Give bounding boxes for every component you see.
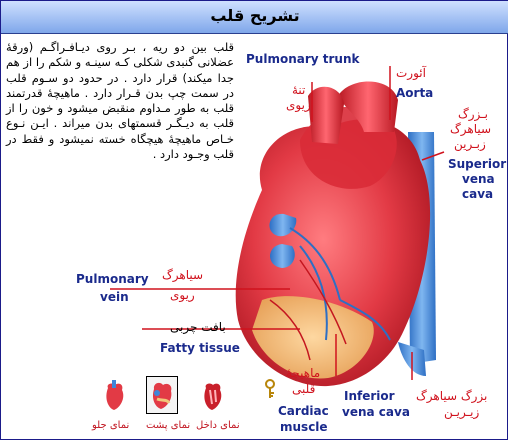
label-pulmonary-vein-fa-1: سیاهرگ (162, 268, 204, 282)
label-aorta-en: Aorta (396, 86, 434, 100)
label-ivc-en-2: vena cava (342, 405, 410, 419)
caption-inside-view[interactable]: نمای داخل (196, 420, 240, 431)
label-svc-en-1: Superior (448, 157, 507, 171)
label-ivc-fa-1: بزرگ سیاهرگ (416, 389, 488, 403)
label-fatty-tissue-en: Fatty tissue (160, 341, 240, 355)
caption-front-view[interactable]: نمای جلو (92, 420, 130, 431)
label-svc-fa-3: زبـرین (454, 137, 486, 151)
label-cardiac-muscle-fa-2: قلبی (292, 382, 316, 396)
label-svc-en-2: vena (462, 172, 495, 186)
label-cardiac-muscle-fa-1: ماهیچهٔ (286, 366, 321, 380)
label-ivc-fa-2: زیـریـن (444, 405, 480, 419)
thumb-front-view[interactable] (100, 378, 130, 414)
label-pulmonary-trunk-fa-1: تنهٔ (292, 83, 306, 97)
thumb-back-view[interactable] (146, 376, 178, 414)
label-pulmonary-vein-en-2: vein (100, 290, 129, 304)
label-pulmonary-vein-fa-2: ریوی (170, 288, 195, 302)
label-pulmonary-trunk-fa-2: ریوی (286, 98, 311, 112)
label-svc-fa-2: سیاهرگ (450, 122, 492, 136)
label-cardiac-muscle-en-2: muscle (280, 420, 328, 434)
key-icon[interactable] (262, 379, 278, 399)
label-aorta-fa: آئورت (396, 66, 426, 80)
label-svc-en-3: cava (462, 187, 494, 201)
label-svc-fa-1: بـزرگ (458, 107, 489, 121)
label-pulmonary-vein-en-1: Pulmonary (76, 272, 149, 286)
caption-back-view[interactable]: نمای پشت (146, 420, 191, 431)
label-ivc-en-1: Inferior (344, 389, 395, 403)
page-title: تشریح قلب (210, 6, 300, 25)
label-fatty-tissue-fa: بافت چربی (170, 320, 226, 334)
label-pulmonary-trunk-en: Pulmonary trunk (246, 52, 360, 66)
pulmonary-trunk-shape (308, 87, 344, 144)
label-cardiac-muscle-en-1: Cardiac (278, 404, 329, 418)
thumb-inside-view[interactable] (198, 378, 228, 414)
description-text: قلب بین دو ریه ، بـر روی دیـافـراگـم (ورقهٔ عضلانی گنبدی شکلی کـه سینـه و شکم را از هم جدا میکند) قرار دارد . در حدود دو سـوم قلب در سمت چپ بدن قـرار دارد . ماهیچهٔ قدرتمند قلب به طور مـداوم منقبض میشود و خون را از قلب به دیـگـر قسمتهای بدن میراند . ایـن نـوع خـاص ماهیچهٔ هیچگاه خسته نمیشود و فقط در قلب وجـود دارد . (6, 40, 234, 162)
